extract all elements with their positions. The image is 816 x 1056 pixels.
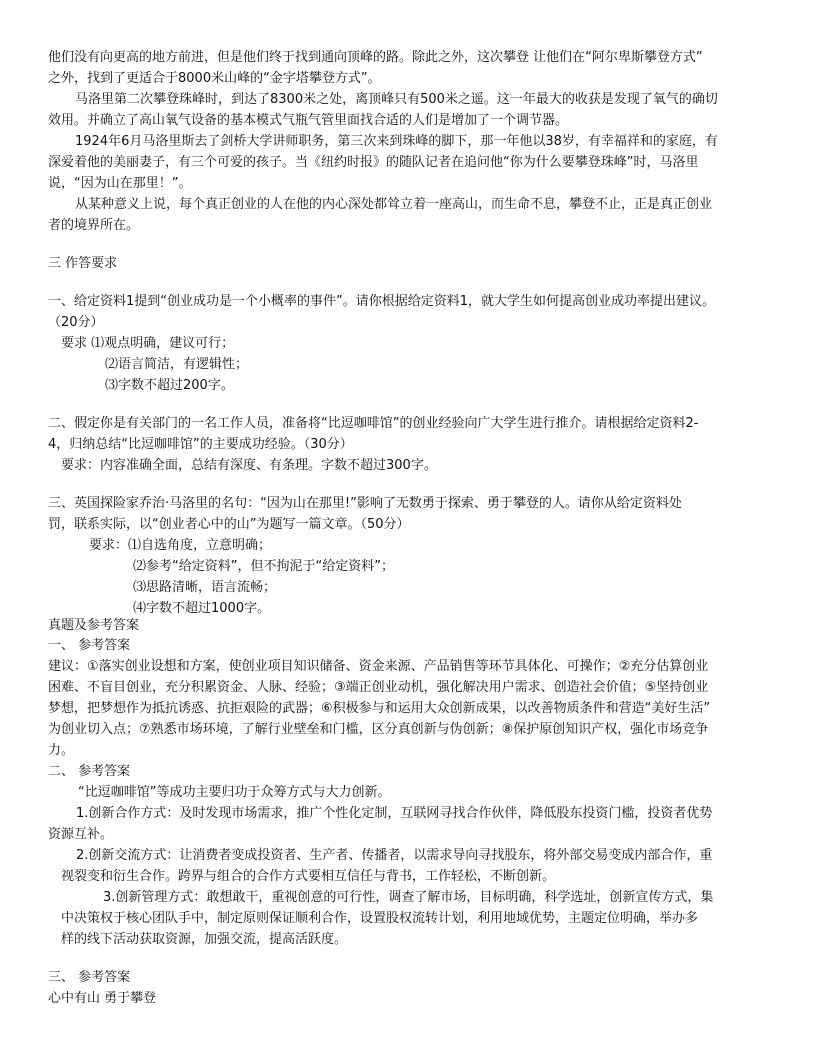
question-3: 三、英国探险家乔治·马洛里的名句：“因为山在那里!”影响了无数勇于探索、勇于攀登的人。请你从给定资料处 xyxy=(48,496,682,511)
text-line: 马洛里第二次攀登珠峰时，到达了8300米之处，离顶峰只有500米之遥。这一年最大的收获是发现了氧气的确切 xyxy=(75,92,718,107)
text-line: 力。 xyxy=(48,743,75,758)
text-line: 他们没有向更高的地方前进，但是他们终于找到通向顶峰的路。除此之外，这次攀登 让他们在“阿尔卑斯攀登方式” xyxy=(48,50,703,65)
question-2: 二、假定你是有关部门的一名工作人员，准备将“比逗咖啡馆”的创业经验向广大学生进行推介。请根据给定资料2- xyxy=(48,416,699,431)
text-line: 视裂变和衍生合作。跨界与组合的合作方式要相互信任与背书，工作轻松，不断创新。 xyxy=(61,869,556,884)
answer-2-heading: 二、 参考答案 xyxy=(48,764,131,779)
text-line: 3.创新管理方式：敢想敢干，重视创意的可行性，调查了解市场，目标明确，科学选址，创新宣传方式，集 xyxy=(103,890,714,905)
requirement-line: 要求 ⑴观点明确，建议可行； xyxy=(61,336,235,351)
text-line: 说，“因为山在那里！”。 xyxy=(48,176,192,191)
text-line: 从某种意义上说，每个真正创业的人在他的内心深处都耸立着一座高山，而生命不息，攀登不止，正是真正创业 xyxy=(75,197,713,212)
text-line: 2.创新交流方式：让消费者变成投资者、生产者、传播者，以需求导向寻找股东，将外部交易变成内部合作，重 xyxy=(76,848,713,863)
requirement-line: ⑷字数不超过1000字。 xyxy=(133,601,271,616)
text-line: 之外，找到了更适合于8000米山峰的“金字塔攀登方式”。 xyxy=(48,71,381,86)
text-line: 梦想，把梦想作为抵抗诱惑、抗拒艰险的武器；⑥积极参与和运用大众创新成果，以改善物质条件和营造“美好生活” xyxy=(48,701,711,716)
requirement-line: ⑶字数不超过200字。 xyxy=(105,378,234,393)
text-line: “比逗咖啡馆”等成功主要归功于众筹方式与大力创新。 xyxy=(78,785,391,800)
answer-3-title: 心中有山 勇于攀登 xyxy=(48,991,157,1006)
text-line: 资源互补。 xyxy=(48,827,114,842)
answer-3-heading: 三、 参考答案 xyxy=(48,970,131,985)
text-line: 1924年6月马洛里斯去了剑桥大学讲师职务，第三次来到珠峰的脚下，那一年他以38岁，有幸福祥和的家庭，有 xyxy=(75,134,718,149)
text-line: 深爱着他的美丽妻子，有三个可爱的孩子。当《纽约时报》的随队记者在追问他“你为什么要攀登珠峰”时，马洛里 xyxy=(48,155,699,170)
text-line: 罚，联系实际，以“创业者心中的山”为题写一篇文章。（50分） xyxy=(48,517,410,532)
text-line: 样的线下活动获取资源，加强交流，提高活跃度。 xyxy=(61,932,348,947)
text-line: 建议：①落实创业设想和方案，使创业项目知识储备、资金来源、产品销售等环节具体化、可操作；②充分估算创业 xyxy=(48,659,709,674)
text-line: 效用。并确立了高山氧气设备的基本模式气瓶气管里面找合适的人们是增加了一个调节器。 xyxy=(48,113,569,128)
requirement-line: 要求：内容准确全面，总结有深度、有条理。字数不超过300字。 xyxy=(61,458,437,473)
text-line: 者的境界所在。 xyxy=(48,218,140,233)
question-1: 一、给定资料1提到“创业成功是一个小概率的事件”。请你根据给定资料1，就大学生如何提高创业成功率提出建议。 xyxy=(48,294,716,309)
text-line: 为创业切入点；⑦熟悉市场环境，了解行业壁垒和门槛，区分真创新与伪创新；⑧保护原创知识产权，强化市场竞争 xyxy=(48,722,709,737)
text-line: 1.创新合作方式：及时发现市场需求，推广个性化定制，互联网寻找合作伙伴，降低股东投资门槛，投资者优势 xyxy=(76,806,713,821)
text-line: 4，归纳总结“比逗咖啡馆”的主要成功经验。（30分） xyxy=(48,437,353,452)
answers-heading: 真题及参考答案 xyxy=(48,618,140,633)
requirement-line: ⑵参考“给定资料”，但不拘泥于“给定资料”； xyxy=(133,559,394,574)
answer-1-heading: 一、 参考答案 xyxy=(48,638,131,653)
requirement-line: ⑶思路清晰，语言流畅； xyxy=(133,580,277,595)
requirement-line: ⑵语言简洁，有逻辑性； xyxy=(105,357,249,372)
section-heading: 三 作答要求 xyxy=(48,256,118,271)
text-line: 中决策权于核心团队手中，制定原则保证顺利合作，设置股权流转计划，利用地域优势，主题定位明确，举办多 xyxy=(61,911,699,926)
text-line: （20分） xyxy=(48,315,104,330)
requirement-line: 要求：⑴自选角度，立意明确； xyxy=(89,538,272,553)
text-line: 困难、不盲目创业，充分积累资金、人脉、经验；③端正创业动机，强化解决用户需求、创造社会价值；⑤坚持创业 xyxy=(48,680,709,695)
